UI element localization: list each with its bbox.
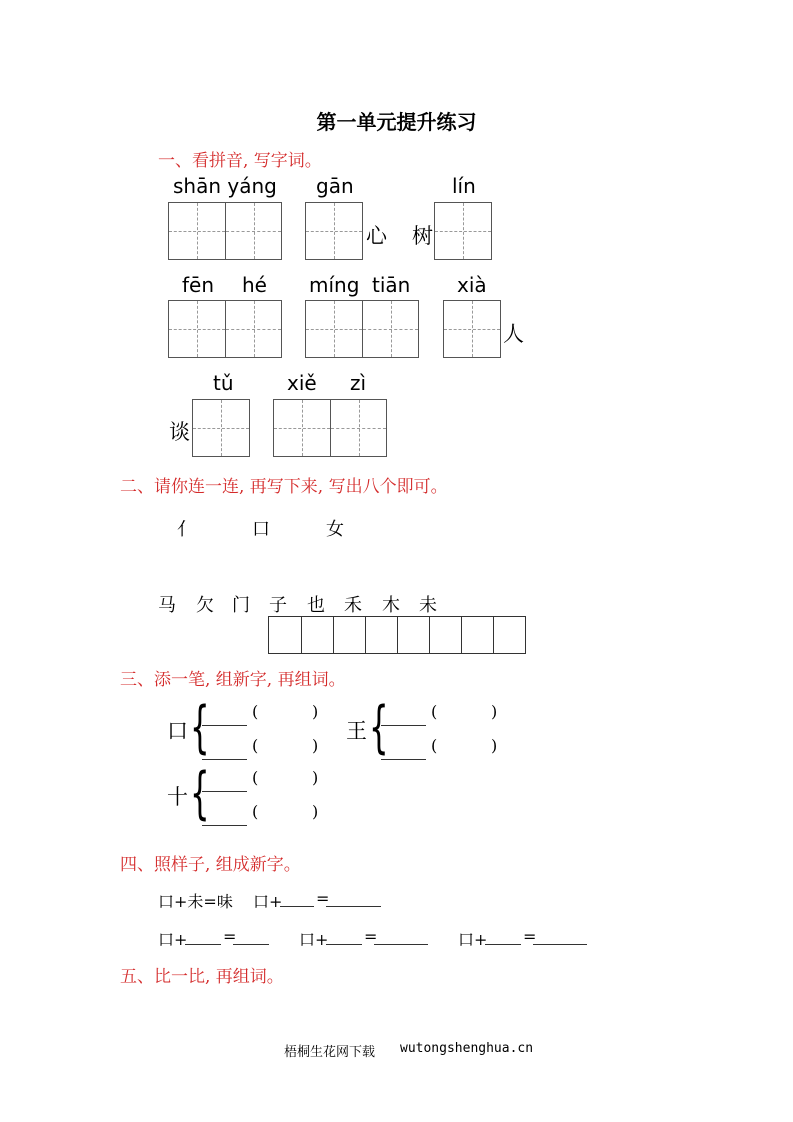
answer-boxes [268, 616, 526, 654]
section5-heading: 五、比一比, 再组词。 [120, 967, 284, 987]
answer-box[interactable] [493, 617, 525, 653]
pinyin-tian: tiān [372, 273, 411, 297]
section2-heading: 二、请你连一连, 再写下来, 写出八个即可。 [120, 477, 448, 497]
blank-line[interactable] [233, 926, 269, 945]
pinyin-gan: gān [316, 174, 354, 198]
blank-line[interactable] [381, 741, 426, 760]
pinyin-tu: tǔ [213, 371, 234, 395]
answer-box[interactable] [397, 617, 429, 653]
char-shu: 树 [412, 224, 433, 248]
writing-grid-shanyang[interactable] [168, 202, 282, 260]
brace-icon: { [369, 695, 389, 760]
section1-heading: 一、看拼音, 写字词。 [158, 151, 322, 171]
blank-line[interactable] [381, 707, 426, 726]
pinyin-shanyang: shān yáng [173, 174, 277, 198]
writing-grid-fenhe[interactable] [168, 300, 282, 358]
pinyin-lin: lín [452, 174, 476, 198]
writing-grid-xiezi[interactable] [273, 399, 387, 457]
answer-box[interactable] [269, 617, 301, 653]
blank-line[interactable] [202, 773, 247, 792]
pinyin-ming: míng [309, 273, 360, 297]
kou-plus: 口+ [299, 930, 329, 949]
pinyin-he: hé [242, 273, 267, 297]
brace-icon: { [190, 761, 210, 826]
blank-line[interactable] [202, 741, 247, 760]
char-xin: 心 [366, 224, 387, 248]
part-ma[interactable]: 马 [158, 595, 176, 616]
paren-close: ) [491, 702, 498, 721]
answer-box[interactable] [333, 617, 365, 653]
equals-sign: = [223, 927, 237, 946]
section4-heading: 四、照样子, 组成新字。 [120, 855, 301, 875]
blank-line[interactable] [485, 926, 521, 945]
blank-line[interactable] [202, 707, 247, 726]
blank-line[interactable] [280, 888, 314, 907]
paren-open: ( [252, 736, 259, 755]
paren-open: ( [252, 802, 259, 821]
equals-sign: = [316, 889, 330, 908]
part-wei[interactable]: 未 [419, 595, 437, 616]
base-char-wang: 王 [346, 719, 367, 743]
section3-heading: 三、添一笔, 组新字, 再组词。 [120, 670, 346, 690]
answer-box[interactable] [429, 617, 461, 653]
part-he[interactable]: 禾 [344, 595, 362, 616]
pinyin-zi: zì [350, 371, 367, 395]
pinyin-xia: xià [457, 273, 487, 297]
writing-grid-lin[interactable] [434, 202, 492, 260]
paren-close: ) [312, 702, 319, 721]
kou-plus: 口+ [158, 930, 188, 949]
paren-close: ) [312, 802, 319, 821]
footer-site-url[interactable]: wutongshenghua.cn [400, 1041, 534, 1056]
pinyin-xie: xiě [287, 371, 317, 395]
radical-nv[interactable]: 女 [326, 519, 344, 540]
paren-close: ) [312, 736, 319, 755]
kou-plus: 口+ [458, 930, 488, 949]
paren-close: ) [491, 736, 498, 755]
radical-ren[interactable]: 亻 [177, 519, 195, 540]
blank-line[interactable] [185, 926, 221, 945]
kou-plus: 口+ [253, 892, 283, 911]
paren-open: ( [252, 702, 259, 721]
writing-grid-xia[interactable] [443, 300, 501, 358]
radical-kou[interactable]: 口 [252, 519, 270, 540]
footer-site-name: 梧桐生花网下载 [284, 1045, 376, 1060]
part-qian[interactable]: 欠 [196, 595, 214, 616]
blank-line[interactable] [326, 888, 381, 907]
part-men[interactable]: 门 [232, 595, 250, 616]
writing-grid-mingtian[interactable] [305, 300, 419, 358]
pinyin-fen: fēn [182, 273, 215, 297]
part-zi[interactable]: 子 [269, 595, 287, 616]
answer-box[interactable] [301, 617, 333, 653]
page-title: 第一单元提升练习 [316, 110, 477, 134]
writing-grid-gan[interactable] [305, 202, 363, 260]
blank-line[interactable] [202, 807, 247, 826]
char-tan: 谈 [169, 420, 190, 444]
writing-grid-tu[interactable] [192, 399, 250, 457]
paren-open: ( [431, 736, 438, 755]
equals-sign: = [523, 927, 537, 946]
char-ren: 人 [503, 322, 524, 346]
brace-icon: { [190, 695, 210, 760]
part-ye[interactable]: 也 [307, 595, 325, 616]
example-equation: 口+未=味 [158, 892, 233, 911]
equals-sign: = [364, 927, 378, 946]
paren-close: ) [312, 768, 319, 787]
blank-line[interactable] [326, 926, 362, 945]
part-mu[interactable]: 木 [382, 595, 400, 616]
answer-box[interactable] [461, 617, 493, 653]
blank-line[interactable] [533, 926, 587, 945]
base-char-shi: 十 [167, 785, 188, 809]
blank-line[interactable] [374, 926, 428, 945]
paren-open: ( [431, 702, 438, 721]
paren-open: ( [252, 768, 259, 787]
answer-box[interactable] [365, 617, 397, 653]
base-char-kou: 口 [167, 719, 188, 743]
